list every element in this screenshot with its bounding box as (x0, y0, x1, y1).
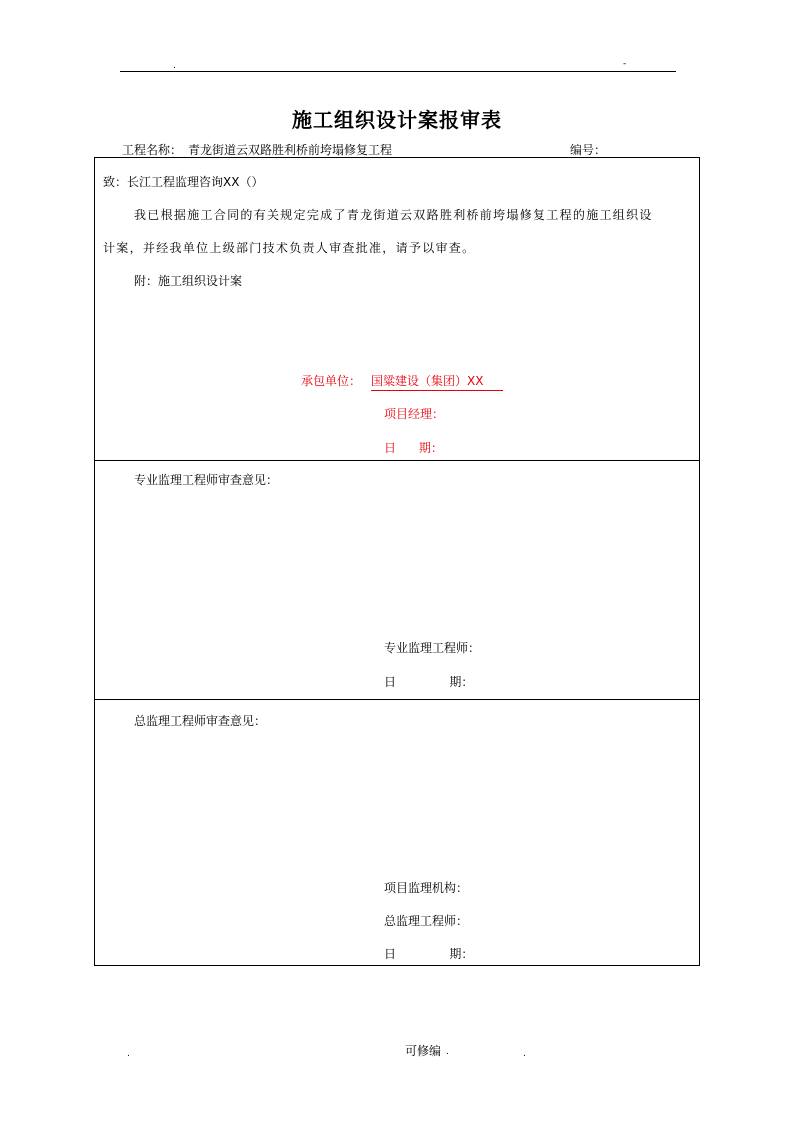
chief-engineer-label: 总监理工程师： (384, 914, 469, 928)
specialist-engineer-label: 专业监理工程师： (384, 641, 481, 655)
header-rule (120, 71, 676, 72)
attachment-line: 附：施工组织设计案 (134, 274, 243, 288)
chief-review-heading: 总监理工程师审查意见： (134, 714, 267, 728)
submission-body-line-1: 我已根据施工合同的有关规定完成了青龙街道云双路胜利桥前垮塌修复工程的施工组织设 (134, 208, 653, 222)
row-divider-2 (94, 699, 700, 700)
chief-date-label: 日 期： (384, 947, 474, 961)
specialist-date-label: 日 期： (384, 675, 474, 689)
contractor-label: 承包单位： (301, 374, 362, 388)
page-title: 施工组织设计案报审表 (292, 108, 502, 132)
project-name-value: 青龙街道云双路胜利桥前垮塌修复工程 (188, 143, 393, 157)
row-divider-1 (94, 460, 700, 461)
submission-body-line-2: 计案，并经我单位上级部门技术负责人审查批准，请予以审查。 (103, 241, 476, 255)
footer-editable-text: 可修编 (405, 1044, 442, 1058)
footer-center-dot: . (446, 1047, 449, 1057)
header-left-mark: . (173, 61, 176, 71)
project-name-label: 工程名称： (122, 143, 183, 157)
header-right-mark: - (623, 59, 627, 69)
contractor-value: 国粱建设（集团）XX (371, 373, 503, 391)
specialist-review-heading: 专业监理工程师审查意见： (134, 473, 279, 487)
submission-date-label: 日 期： (384, 441, 443, 455)
footer-left-mark: . (127, 1049, 130, 1059)
project-number-label: 编号： (570, 143, 607, 157)
supervision-org-label: 项目监理机构： (384, 881, 469, 895)
project-manager-label: 项目经理： (384, 407, 445, 421)
addressee-line: 致：长江工程监理咨询XX（） (103, 175, 264, 189)
footer-right-mark: . (523, 1049, 526, 1059)
